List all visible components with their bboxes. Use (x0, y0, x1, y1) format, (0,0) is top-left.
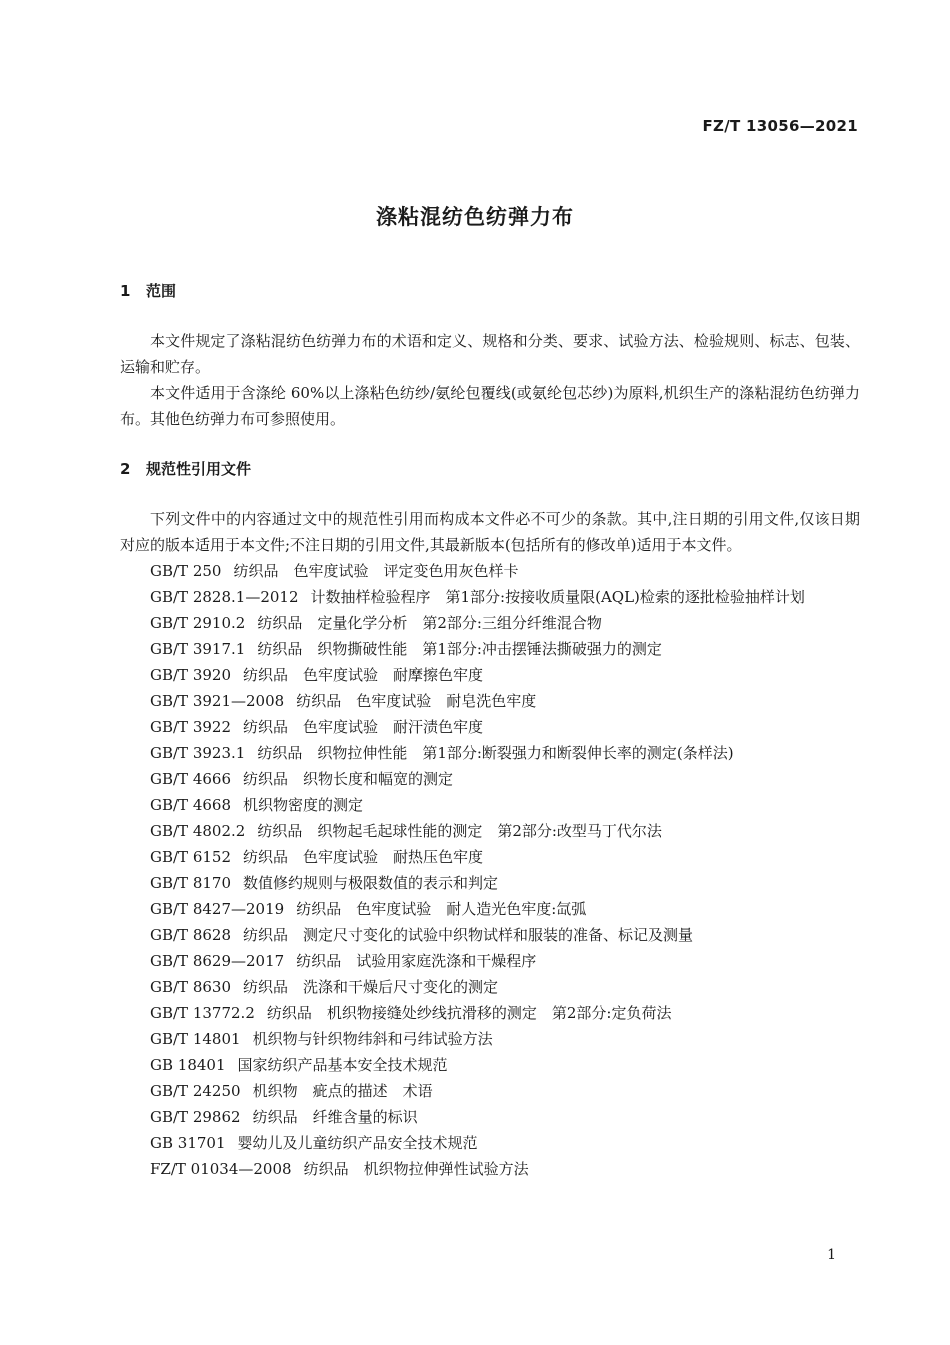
reference-code: GB/T 8628 (150, 926, 232, 944)
reference-title: 计数抽样检验程序 第1部分:按接收质量限(AQL)检索的逐批检验抽样计划 (310, 588, 805, 606)
reference-code: GB/T 13772.2 (150, 1004, 255, 1022)
reference-code: GB/T 250 (150, 562, 222, 580)
reference-item (120, 1052, 860, 1078)
reference-item (120, 714, 860, 740)
reference-item (120, 844, 860, 870)
document-title: 涤粘混纺色纺弹力布 (376, 205, 574, 229)
reference-code: GB/T 14801 (150, 1030, 241, 1048)
reference-item (120, 636, 860, 662)
reference-item (120, 1104, 860, 1130)
document-body (120, 276, 860, 1182)
reference-code: GB/T 3922 (150, 718, 232, 736)
standard-code: FZ/T 13056—2021 (702, 117, 858, 135)
reference-title: 纺织品 织物拉伸性能 第1部分:断裂强力和断裂伸长率的测定(条样法) (257, 744, 734, 762)
reference-title: 纺织品 色牢度试验 耐汗渍色牢度 (243, 718, 484, 736)
reference-code: GB/T 2828.1—2012 (150, 588, 299, 606)
reference-title: 纺织品 色牢度试验 评定变色用灰色样卡 (233, 562, 519, 580)
reference-code: GB/T 4668 (150, 796, 232, 814)
reference-item (120, 584, 860, 610)
reference-item (120, 688, 860, 714)
reference-item (120, 740, 860, 766)
reference-code: GB/T 3923.1 (150, 744, 246, 762)
reference-code: GB/T 8427—2019 (150, 900, 285, 918)
reference-title: 纺织品 织物起毛起球性能的测定 第2部分:改型马丁代尔法 (257, 822, 662, 840)
reference-item (120, 1130, 860, 1156)
reference-title: 纺织品 机织物接缝处纱线抗滑移的测定 第2部分:定负荷法 (266, 1004, 672, 1022)
reference-code: GB/T 24250 (150, 1082, 241, 1100)
reference-item (120, 662, 860, 688)
reference-item (120, 558, 860, 584)
reference-title: 纺织品 织物长度和幅宽的测定 (243, 770, 454, 788)
reference-code: GB/T 3921—2008 (150, 692, 285, 710)
reference-code: FZ/T 01034—2008 (150, 1160, 292, 1178)
reference-code: GB/T 3920 (150, 666, 232, 684)
reference-item (120, 818, 860, 844)
reference-item (120, 870, 860, 896)
reference-item (120, 766, 860, 792)
reference-code: GB/T 6152 (150, 848, 232, 866)
reference-title: 纺织品 色牢度试验 耐皂洗色牢度 (296, 692, 537, 710)
reference-title: 纺织品 色牢度试验 耐人造光色牢度:氙弧 (296, 900, 587, 918)
reference-title: 纺织品 机织物拉伸弹性试验方法 (303, 1160, 529, 1178)
section-2-heading (120, 454, 860, 484)
section-1-paragraph: 本文件规定了涤粘混纺色纺弹力布的术语和定义、规格和分类、要求、试验方法、检验规则、标志、包装、运输和贮存。 (120, 332, 860, 376)
reference-title: 纺织品 洗涤和干燥后尺寸变化的测定 (243, 978, 499, 996)
reference-title: 纺织品 色牢度试验 耐热压色牢度 (243, 848, 484, 866)
section-2-number: 2 (120, 460, 131, 478)
reference-code: GB/T 8170 (150, 874, 232, 892)
reference-title: 国家纺织产品基本安全技术规范 (237, 1056, 448, 1074)
reference-title: 纺织品 试验用家庭洗涤和干燥程序 (296, 952, 537, 970)
reference-title: 机织物密度的测定 (243, 796, 364, 814)
reference-title: 纺织品 测定尺寸变化的试验中织物试样和服装的准备、标记及测量 (243, 926, 694, 944)
reference-title: 纺织品 织物撕破性能 第1部分:冲击摆锤法撕破强力的测定 (257, 640, 662, 658)
reference-item (120, 610, 860, 636)
page-number: 1 (827, 1247, 836, 1263)
section-1-title: 范围 (146, 282, 177, 300)
reference-title: 纺织品 纤维含量的标识 (252, 1108, 418, 1126)
reference-title: 纺织品 定量化学分析 第2部分:三组分纤维混合物 (257, 614, 602, 632)
reference-code: GB/T 29862 (150, 1108, 241, 1126)
reference-item (120, 1000, 860, 1026)
reference-item (120, 896, 860, 922)
reference-title: 婴幼儿及儿童纺织产品安全技术规范 (237, 1134, 478, 1152)
reference-item (120, 792, 860, 818)
reference-item (120, 922, 860, 948)
reference-item (120, 948, 860, 974)
reference-title: 数值修约规则与极限数值的表示和判定 (243, 874, 499, 892)
section-1-paragraph: 本文件适用于含涤纶 60%以上涤粘色纺纱/氨纶包覆线(或氨纶包芯纱)为原料,机织生产的涤粘混纺色纺弹力布。其他色纺弹力布可参照使用。 (120, 384, 860, 428)
reference-item (120, 974, 860, 1000)
reference-code: GB 18401 (150, 1056, 226, 1074)
normative-references-list (120, 558, 860, 1182)
reference-code: GB/T 2910.2 (150, 614, 246, 632)
reference-code: GB/T 8630 (150, 978, 232, 996)
section-1-number: 1 (120, 282, 131, 300)
reference-code: GB/T 8629—2017 (150, 952, 285, 970)
reference-item (120, 1026, 860, 1052)
reference-item (120, 1156, 860, 1182)
reference-title: 机织物与针织物纬斜和弓纬试验方法 (252, 1030, 493, 1048)
section-2-title: 规范性引用文件 (146, 460, 252, 478)
reference-title: 纺织品 色牢度试验 耐摩擦色牢度 (243, 666, 484, 684)
reference-code: GB 31701 (150, 1134, 226, 1152)
section-1-heading (120, 276, 860, 306)
reference-code: GB/T 4666 (150, 770, 232, 788)
reference-code: GB/T 4802.2 (150, 822, 246, 840)
reference-item (120, 1078, 860, 1104)
reference-code: GB/T 3917.1 (150, 640, 246, 658)
reference-title: 机织物 疵点的描述 术语 (252, 1082, 433, 1100)
section-2-intro: 下列文件中的内容通过文中的规范性引用而构成本文件必不可少的条款。其中,注日期的引用文件,仅该日期对应的版本适用于本文件;不注日期的引用文件,其最新版本(包括所有的修改单)适用于本文件。 (120, 510, 860, 554)
